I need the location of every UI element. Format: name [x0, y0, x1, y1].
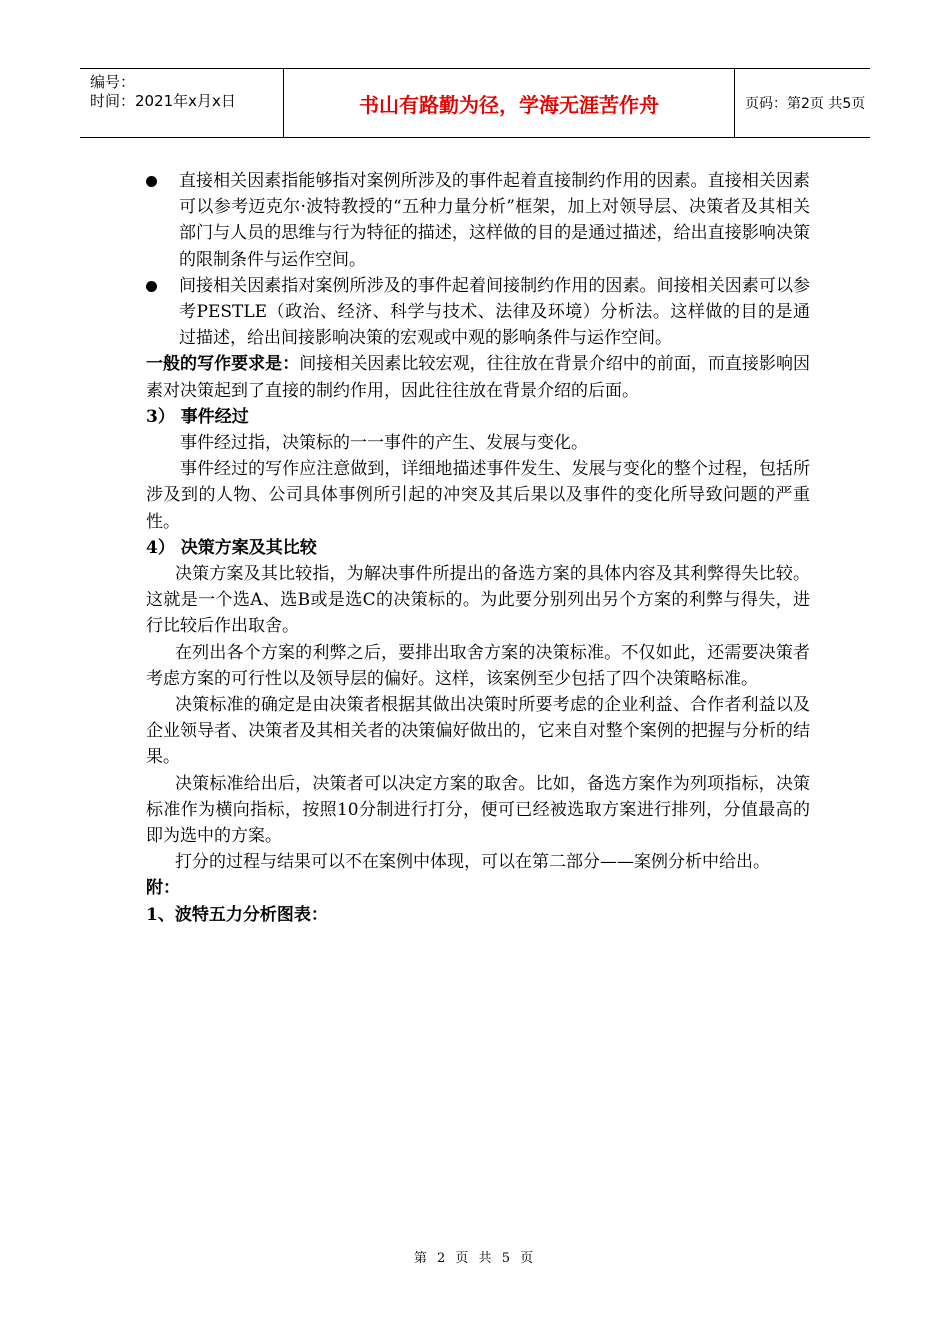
appendix-item-1: 1、波特五力分析图表： [146, 904, 328, 925]
header-left-cell [80, 69, 283, 137]
time-label: 时间：2021年x月x日 [90, 92, 236, 110]
section4-paragraph-1: 决策方案及其比较指，为解决事件所提出的备选方案的具体内容及其利弊得失比较。这就是一个选A、选B或是选C的决策标的。为此要分别列出另个方案的利弊与得失，进行比较后作出取舍。 [146, 564, 810, 637]
section3-heading: 3） 事件经过 [146, 406, 249, 427]
writing-requirement-label: 一般的写作要求是： [146, 354, 300, 375]
section4-paragraph-2: 在列出各个方案的利弊之后，要排出取舍方案的决策标准。不仅如此，还需要决策者考虑方案的可行性以及领导层的偏好。这样，该案例至少包括了四个决策略标准。 [146, 642, 810, 689]
section3-paragraph-2: 事件经过的写作应注意做到，详细地描述事件发生、发展与变化的整个过程，包括所涉及到的人物、公司具体事例所引起的冲突及其后果以及事件的变化所导致问题的严重性。 [146, 459, 810, 532]
page-footer: 第 2 页 共 5 页 [413, 1251, 537, 1266]
header-motto-cell [283, 69, 735, 137]
motto-text: 书山有路勤为径，学海无涯苦作舟 [359, 92, 659, 117]
section4-paragraph-4: 决策标准给出后，决策者可以决定方案的取舍。比如，备选方案作为列项指标，决策标准作为横向指标，按照10分制进行打分，便可已经被选取方案进行排列，分值最高的即为选中的方案。 [146, 773, 810, 847]
number-label: 编号： [90, 73, 136, 91]
page-header [80, 68, 870, 138]
header-page-cell [735, 69, 870, 137]
bullet-item-direct-factors [146, 168, 810, 273]
appendix-label: 附： [146, 878, 180, 899]
section4-paragraph-5: 打分的过程与结果可以不在案例中体现，可以在第二部分——案例分析中给出。 [175, 852, 770, 873]
bullet-dot-icon [146, 281, 157, 292]
section4-heading: 4） 决策方案及其比较 [146, 537, 317, 558]
section4-paragraph-3: 决策标准的确定是由决策者根据其做出决策时所要考虑的企业利益、合作者利益以及企业领导者、决策者及其相关者的决策偏好做出的，它来自对整个案例的把握与分析的结果。 [146, 695, 810, 768]
document-body [146, 168, 810, 928]
bullet-text: 直接相关因素指能够指对案例所涉及的事件起着直接制约作用的因素。直接相关因素可以参考迈克尔·波特教授的“五种力量分析”框架，加上对领导层、决策者及其相关部门与人员的思维与行为特征的描述，这样做的目的是通过描述，给出直接影响决策的限制条件与运作空间。 [179, 171, 810, 270]
section3-paragraph-1: 事件经过指，决策标的一一事件的产生、发展与变化。 [180, 433, 588, 454]
writing-requirement-paragraph [146, 351, 810, 403]
bullet-text: 间接相关因素指对案例所涉及的事件起着间接制约作用的因素。间接相关因素可以参考PESTLE（政治、经济、科学与技术、法律及环境）分析法。这样做的目的是通过描述，给出间接影响决策的宏观或中观的影响条件与运作空间。 [179, 275, 810, 349]
writing-requirement-text: 间接相关因素比较宏观，往往放在背景介绍中的前面，而直接影响因素对决策起到了直接的制约作用，因此往往放在背景介绍的后面。 [146, 354, 811, 401]
bullet-item-indirect-factors [146, 273, 810, 352]
bullet-dot-icon [146, 176, 157, 187]
page-label: 页码：第2页 共5页 [745, 96, 866, 112]
